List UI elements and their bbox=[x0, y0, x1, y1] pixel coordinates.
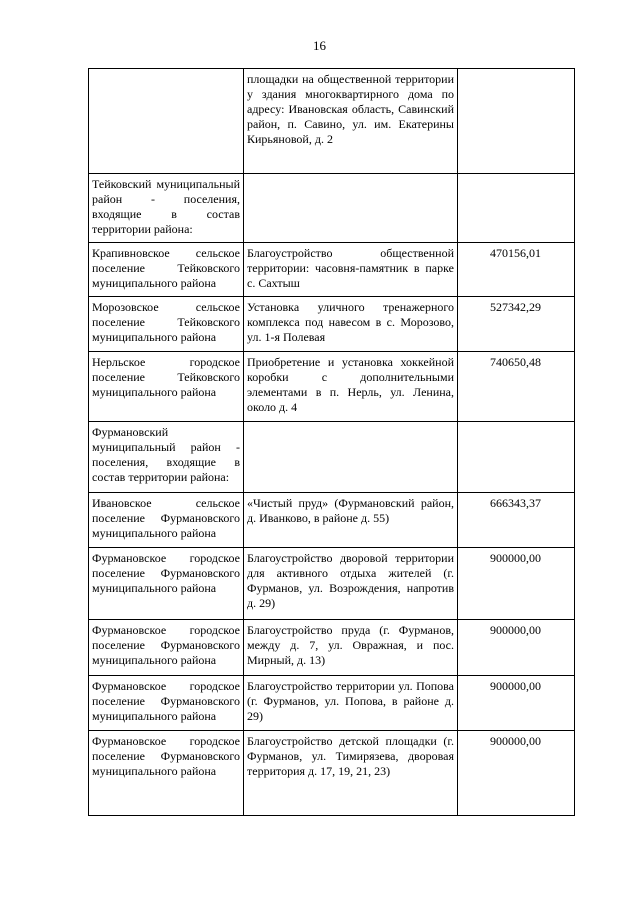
recipient-cell bbox=[89, 620, 244, 676]
project-text: Благоустройство территории ул. Попова (г. Фурманов, ул. Попова, в районе д. 29) bbox=[247, 679, 454, 723]
project-text: Благоустройство дворовой территории для активного отдыха жителей (г. Фурманов, ул. Возрождения, напротив д. 29) bbox=[247, 551, 454, 610]
recipient-cell bbox=[89, 297, 244, 352]
project-cell bbox=[244, 69, 458, 174]
amount-cell bbox=[458, 548, 575, 620]
table-row bbox=[89, 69, 575, 174]
recipient-text: Нерльское городское поселение Тейковского муниципального района bbox=[92, 355, 240, 399]
recipient-text: Фурмановский муниципальный район - поселения, входящие в состав территории района: bbox=[92, 425, 240, 484]
amount-cell bbox=[458, 676, 575, 731]
table-row bbox=[89, 620, 575, 676]
recipient-text: Фурмановское городское поселение Фурмановского муниципального района bbox=[92, 551, 240, 595]
table-row bbox=[89, 548, 575, 620]
recipient-text: Крапивновское сельское поселение Тейковского муниципального района bbox=[92, 246, 240, 290]
amount-cell bbox=[458, 352, 575, 422]
recipient-cell bbox=[89, 174, 244, 243]
amount-cell bbox=[458, 297, 575, 352]
project-cell bbox=[244, 548, 458, 620]
subsidy-table bbox=[88, 68, 575, 816]
amount-text: 470156,01 bbox=[490, 246, 541, 260]
table-row bbox=[89, 243, 575, 297]
project-cell bbox=[244, 243, 458, 297]
amount-cell bbox=[458, 69, 575, 174]
amount-text: 900000,00 bbox=[490, 679, 541, 693]
amount-cell bbox=[458, 422, 575, 493]
amount-cell bbox=[458, 174, 575, 243]
table-row bbox=[89, 422, 575, 493]
amount-cell bbox=[458, 493, 575, 548]
recipient-cell bbox=[89, 69, 244, 174]
recipient-text: Ивановское сельское поселение Фурмановского муниципального района bbox=[92, 496, 240, 540]
project-cell bbox=[244, 676, 458, 731]
project-text: Приобретение и установка хоккейной коробки с дополнительными элементами в п. Нерль, ул. Ленина, около д. 4 bbox=[247, 355, 454, 414]
project-cell bbox=[244, 731, 458, 816]
recipient-text: Фурмановское городское поселение Фурмановского муниципального района bbox=[92, 734, 240, 778]
recipient-text: Фурмановское городское поселение Фурмановского муниципального района bbox=[92, 679, 240, 723]
project-text: «Чистый пруд» (Фурмановский район, д. Иванково, в районе д. 55) bbox=[247, 496, 454, 525]
amount-text: 900000,00 bbox=[490, 734, 541, 748]
project-text: площадки на общественной территории у здания многоквартирного дома по адресу: Ивановская область, Савинский район, п. Савино, ул. им. Екатерины Кирьяновой, д. 2 bbox=[247, 72, 454, 146]
project-cell bbox=[244, 493, 458, 548]
project-text: Благоустройство общественной территории: часовня-памятник в парке с. Сахтыш bbox=[247, 246, 454, 290]
recipient-cell bbox=[89, 352, 244, 422]
table-row bbox=[89, 731, 575, 816]
amount-cell bbox=[458, 243, 575, 297]
recipient-cell bbox=[89, 493, 244, 548]
table-row bbox=[89, 174, 575, 243]
recipient-cell bbox=[89, 548, 244, 620]
table-row bbox=[89, 352, 575, 422]
recipient-text: Фурмановское городское поселение Фурмановского муниципального района bbox=[92, 623, 240, 667]
project-cell bbox=[244, 422, 458, 493]
recipient-cell bbox=[89, 422, 244, 493]
amount-text: 666343,37 bbox=[490, 496, 541, 510]
project-text: Благоустройство детской площадки (г. Фурманов, ул. Тимирязева, дворовая территория д. 17, 19, 21, 23) bbox=[247, 734, 454, 778]
table-row bbox=[89, 493, 575, 548]
amount-text: 740650,48 bbox=[490, 355, 541, 369]
recipient-cell bbox=[89, 676, 244, 731]
table-row bbox=[89, 676, 575, 731]
table-row bbox=[89, 297, 575, 352]
amount-text: 900000,00 bbox=[490, 623, 541, 637]
project-text: Благоустройство пруда (г. Фурманов, между д. 7, ул. Овражная, и пос. Мирный, д. 13) bbox=[247, 623, 454, 667]
recipient-cell bbox=[89, 243, 244, 297]
amount-text: 900000,00 bbox=[490, 551, 541, 565]
project-text: Установка уличного тренажерного комплекса под навесом в с. Морозово, ул. 1-я Полевая bbox=[247, 300, 454, 344]
project-cell bbox=[244, 620, 458, 676]
project-cell bbox=[244, 297, 458, 352]
page-number: 16 bbox=[313, 38, 326, 53]
amount-cell bbox=[458, 731, 575, 816]
recipient-text: Тейковский муниципальный район - поселения, входящие в состав территории района: bbox=[92, 177, 240, 236]
amount-text: 527342,29 bbox=[490, 300, 541, 314]
recipient-text: Морозовское сельское поселение Тейковского муниципального района bbox=[92, 300, 240, 344]
project-cell bbox=[244, 352, 458, 422]
amount-cell bbox=[458, 620, 575, 676]
recipient-cell bbox=[89, 731, 244, 816]
project-cell bbox=[244, 174, 458, 243]
